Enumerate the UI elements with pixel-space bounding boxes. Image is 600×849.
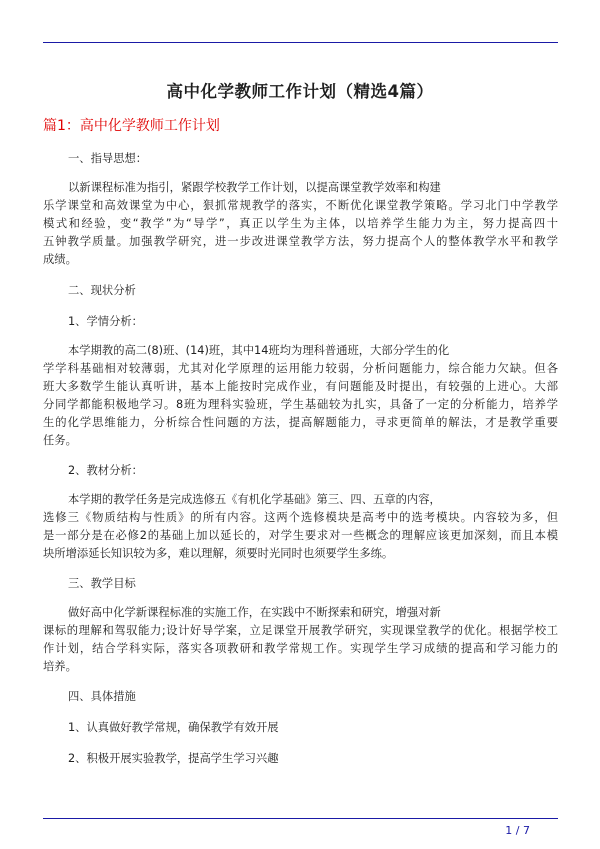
paragraph-line: 做好高中化学新课程标准的实施工作，在实践中不断探索和研究，增强对新 [68,606,441,619]
page-indicator: 1 / 7 [505,824,530,837]
paragraph-line: 块所增添延长知识较为多，难以理解，须要时光同时也须要学生多练。 [43,547,394,560]
document-title: 高中化学教师工作计划（精选4篇） [166,82,434,101]
paragraph-line: 分同学都能积极地学习。8班为理科实验班，学生基础较为扎实，具备了一定的分析能力，培养学 [43,398,558,411]
paragraph-line: 本学期的教学任务是完成选修五《有机化学基础》第三、四、五章的内容， [68,493,441,506]
paragraph-line: 五钟教学质量。加强教学研究，进一步改进课堂教学方法，努力提高个人的整体教学水平和教学 [43,235,558,248]
measure-item: 2、积极开展实验教学，提高学生学习兴趣 [68,752,279,765]
subheading-guiding-ideology: 一、指导思想： [68,152,148,165]
footer-rule [43,818,558,819]
subheading-student-analysis: 1、学情分析： [68,315,143,328]
subheading-teaching-goals: 三、教学目标 [68,577,136,590]
paragraph-line: 课标的理解和驾驭能力;设计好导学案，立足课堂开展教学研究，实现课堂教学的优化。根据学校工 [43,624,558,637]
paragraph-line: 成绩。 [43,253,77,266]
paragraph-line: 是一部分是在必修2的基础上加以延长的，对学生要求对一些概念的理解应该更加深刻，而且本模 [43,529,558,542]
paragraph-line: 作计划，结合学科实际，落实各项教研和教学常规工作。实现学生学习成绩的提高和学习能力的 [43,642,558,655]
paragraph-line: 本学期教的高二(8)班、(14)班，其中14班均为理科普通班，大部分学生的化 [68,344,450,357]
paragraph-line: 模式和经验，变“教学”为“导学”，真正以学生为主体，以培养学生能力为主，努力提高四十 [43,217,558,230]
paragraph-line: 学学科基础相对较薄弱，尤其对化学原理的运用能力较弱，分析问题能力，综合能力欠缺。但各 [43,362,558,375]
subheading-status-analysis: 二、现状分析 [68,284,136,297]
paragraph-line: 生的化学思维能力，分析综合性问题的方法，提高解题能力，寻求更简单的解法，才是教学重要 [43,416,558,429]
paragraph-line: 培养。 [43,660,77,673]
subheading-measures: 四、具体措施 [68,690,136,703]
section-heading: 篇1：高中化学教师工作计划 [43,118,220,134]
paragraph-line: 选修三《物质结构与性质》的所有内容。这两个选修模块是高考中的选考模块。内容较为多，但 [43,511,558,524]
paragraph-line: 班大多数学生能认真听讲，基本上能按时完成作业，有问题能及时提出，有较强的上进心。大部 [43,380,558,393]
paragraph-line: 乐学课堂和高效课堂为中心，狠抓常规教学的落实，不断优化课堂教学策略。学习北门中学教学 [43,199,558,212]
subheading-textbook-analysis: 2、教材分析： [68,464,143,477]
measure-item: 1、认真做好教学常规，确保教学有效开展 [68,721,279,734]
paragraph-line: 任务。 [43,434,77,447]
header-rule [43,42,558,43]
paragraph-line: 以新课程标准为指引，紧跟学校教学工作计划，以提高课堂教学效率和构建 [68,181,441,194]
